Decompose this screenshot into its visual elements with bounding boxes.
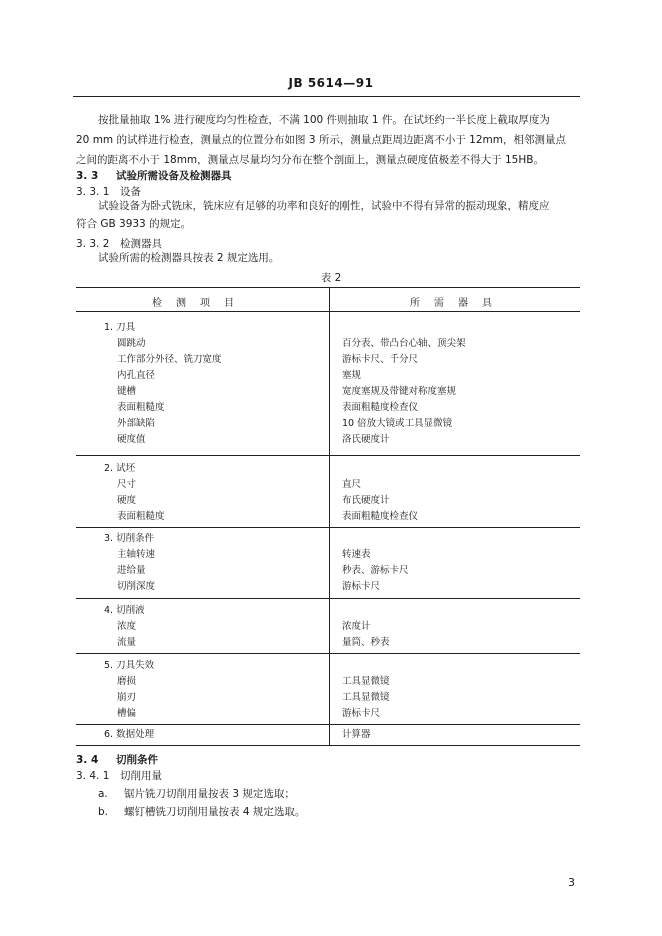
table-cell-item: 尺寸 [117,479,137,490]
equipment-line-2: 符合 GB 3933 的规定。 [76,218,192,230]
group-title-cutting-conditions: 3. 切削条件 [104,533,155,544]
section-title: 切削用量 [120,770,162,782]
table-cell-item: 硬度值 [117,434,146,445]
table-cell-tool: 游标卡尺、千分尺 [342,354,419,365]
group-title-blank: 2. 试坯 [104,463,136,474]
table-cell-tool: 工具显微镜 [342,676,390,687]
section-number: 3. 3 [76,170,99,182]
table-cell-tool: 表面粗糙度检查仪 [342,402,419,413]
table-cell-tool: 量筒、秒表 [342,637,390,648]
table-cell-item: 表面粗糙度 [117,402,165,413]
list-item-b [98,804,305,820]
section-number: 3. 4 [76,754,99,766]
group-title-cutter-failure: 5. 刀具失效 [104,660,155,671]
section-3-3-heading [76,168,232,184]
list-marker: a. [98,788,108,800]
group-title-cutting-fluid: 4. 切削液 [104,605,145,616]
table-cell-tool: 布氏硬度计 [342,495,390,506]
group-divider [76,724,580,725]
section-3-4-1-heading [76,768,162,784]
list-marker: b. [98,806,109,818]
table-cell-tool: 宽度塞规及带键对称度塞规 [342,386,457,397]
section-number: 3. 3. 2 [76,238,110,250]
table-cell-item: 槽偏 [117,708,137,719]
intro-line-3: 之间的距离不小于 18mm，测量点尽量均匀分布在整个剖面上，测量点硬度值极差不得大于 15HB。 [76,154,544,166]
equipment-line-1: 试验设备为卧式铣床，铣床应有足够的功率和良好的刚性，试验中不得有异常的振动现象，精度应 [98,200,550,212]
table-cell-item: 内孔直径 [117,370,156,381]
section-title: 检测器具 [120,238,162,250]
table-cell-item: 切削深度 [117,581,156,592]
intro-line-1: 按批量抽取 1% 进行硬度均匀性检查，不满 100 件则抽取 1 件。在试坯约一半长度上截取厚度为 [98,114,550,126]
section-number: 3. 3. 1 [76,186,110,198]
section-3-4-heading [76,752,158,768]
table-header-item: 检测项目 [152,298,248,309]
table-cell-item: 流量 [117,637,137,648]
group-divider [76,455,580,456]
header-rule [73,96,580,97]
section-title: 设备 [120,186,141,198]
section-title: 试验所需设备及检测器具 [116,170,232,182]
section-number: 3. 4. 1 [76,770,110,782]
table-cell-tool: 游标卡尺 [342,581,381,592]
table-cell-item: 工作部分外径、铣刀宽度 [117,354,222,365]
group-title-cutter: 1. 刀具 [104,322,136,333]
instruments-table [76,287,580,746]
table-cell-tool: 洛氏硬度计 [342,434,390,445]
table-column-divider [329,288,330,745]
list-text: 螺钉槽铣刀切削用量按表 4 规定选取。 [124,806,306,818]
table-caption: 表 2 [320,272,342,284]
table-cell-item: 硬度 [117,495,137,506]
table-cell-item: 6. 数据处理 [104,729,155,740]
table-cell-tool: 秒表、游标卡尺 [342,565,409,576]
page-number: 3 [568,876,575,889]
table-cell-item: 外部缺陷 [117,418,156,429]
table-cell-tool: 直尺 [342,479,362,490]
table-cell-tool: 塞规 [342,370,362,381]
table-cell-tool: 百分表、带凸台心轴、顶尖架 [342,338,466,349]
section-title: 切削条件 [116,754,158,766]
intro-line-2: 20 mm 的试样进行检查，测量点的位置分布如图 3 所示，测量点距周边距离不小于 12mm，相邻测量点 [76,134,567,146]
table-cell-tool: 10 倍放大镜或工具显微镜 [342,418,453,429]
table-header-rule [76,311,580,312]
table-cell-item: 圆跳动 [117,338,146,349]
table-cell-item: 崩刃 [117,692,137,703]
instruments-text: 试验所需的检测器具按表 2 规定选用。 [98,252,280,264]
list-item-a [98,786,295,802]
table-cell-item: 进给量 [117,565,146,576]
table-cell-tool: 表面粗糙度检查仪 [342,511,419,522]
table-cell-tool: 计算器 [342,729,371,740]
table-cell-tool: 浓度计 [342,621,371,632]
table-cell-item: 磨损 [117,676,137,687]
group-divider [76,653,580,654]
table-cell-item: 表面粗糙度 [117,511,165,522]
table-cell-tool: 工具显微镜 [342,692,390,703]
group-divider [76,527,580,528]
table-cell-item: 浓度 [117,621,137,632]
table-cell-tool: 游标卡尺 [342,708,381,719]
table-cell-tool: 转速表 [342,549,371,560]
group-divider [76,598,580,599]
list-text: 锯片铣刀切削用量按表 3 规定选取； [124,788,295,800]
table-cell-item: 主轴转速 [117,549,156,560]
table-header-tool: 所需器具 [410,298,506,309]
document-header: JB 5614—91 [288,76,374,90]
table-cell-item: 键槽 [117,386,137,397]
